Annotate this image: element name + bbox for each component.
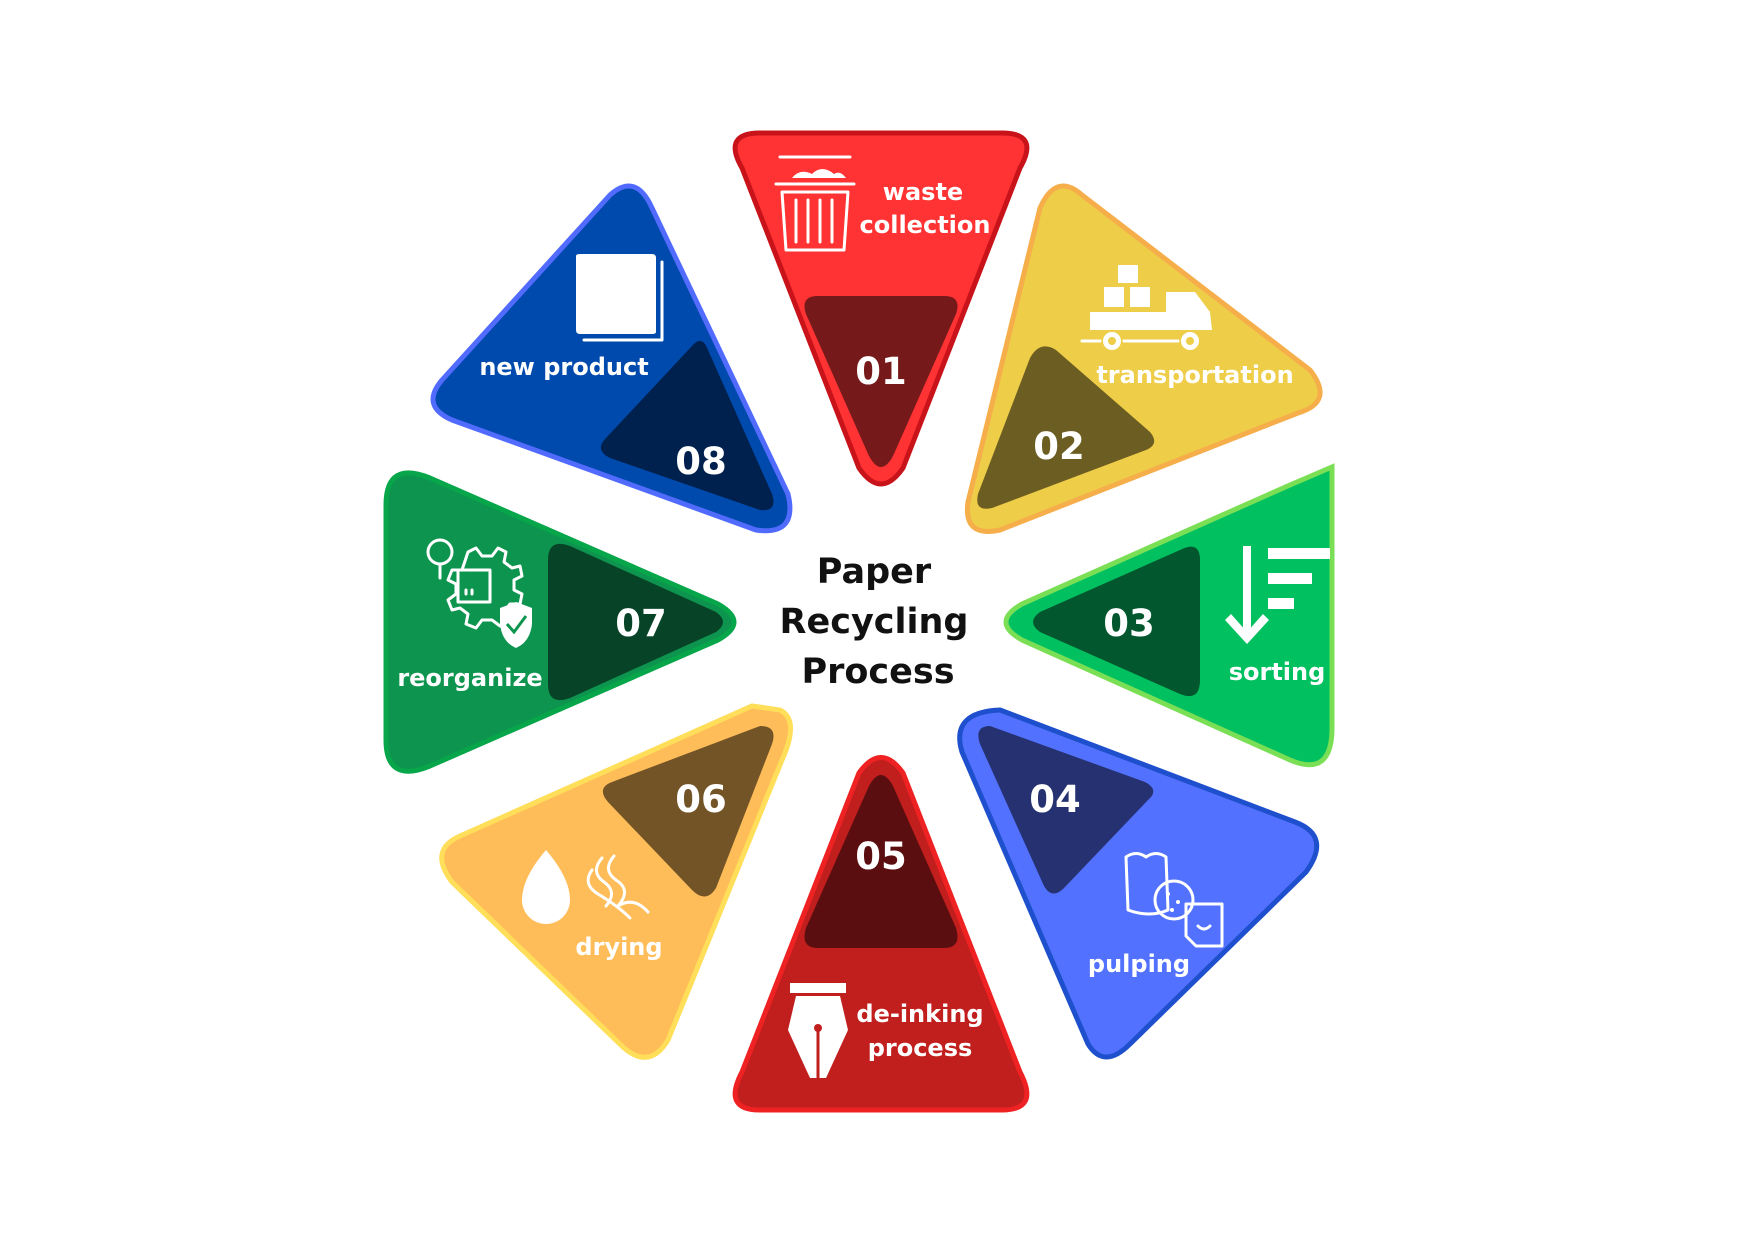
step-02: [967, 186, 1320, 531]
step-04-label: pulping: [1087, 950, 1191, 978]
step-05-number: 05: [855, 835, 907, 878]
step-08: [433, 186, 790, 531]
title-line-1: Paper: [816, 552, 932, 592]
step-04-number: 04: [1029, 778, 1081, 821]
step-07-number: 07: [615, 602, 667, 645]
paper-stack-icon: [576, 254, 662, 340]
step-02-number: 02: [1033, 425, 1085, 468]
step-01-number: 01: [855, 350, 907, 393]
step-03: [1006, 467, 1332, 765]
step-06-label: drying: [575, 933, 663, 961]
step-07: [386, 473, 734, 771]
step-07-label: reorganize: [397, 664, 543, 692]
title-line-2: Recycling: [779, 602, 969, 642]
step-01-label-line-1: waste: [882, 178, 964, 206]
title-line-3: Process: [801, 652, 955, 692]
step-05-label-line-1: de-inking: [856, 1000, 984, 1028]
step-02-label: transportation: [1096, 361, 1294, 389]
step-06: [442, 706, 791, 1057]
center-title: [780, 552, 969, 692]
step-04: [960, 710, 1317, 1057]
step-01-label-line-2: collection: [859, 211, 991, 239]
step-05: [735, 758, 1027, 1111]
step-06-number: 06: [675, 778, 727, 821]
step-03-number: 03: [1103, 602, 1155, 645]
step-08-number: 08: [675, 440, 727, 483]
step-08-label: new product: [479, 353, 649, 381]
step-03-label: sorting: [1228, 658, 1326, 686]
step-05-label-line-2: process: [867, 1034, 973, 1062]
